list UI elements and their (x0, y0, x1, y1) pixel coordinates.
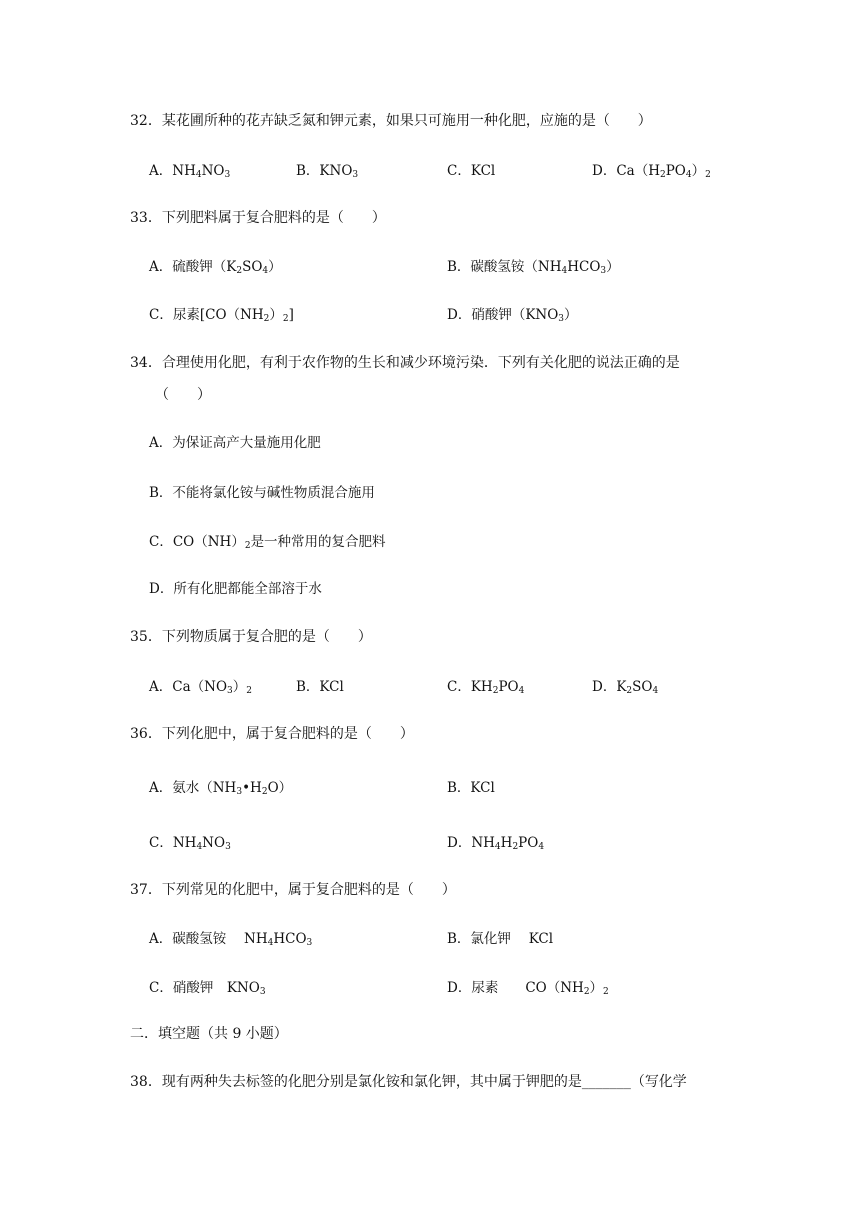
option-text: 碳酸氢铵（NH (470, 259, 562, 275)
question-35-option-c (447, 677, 524, 697)
option-text: PO (518, 835, 539, 851)
option-text: KCl (470, 163, 496, 179)
option-text: 所有化肥都能全部溶于水 (173, 581, 322, 597)
subscript: 4 (652, 686, 659, 696)
question-35-option-b (296, 677, 344, 697)
option-letter: C． (149, 534, 173, 550)
question-36-option-c (149, 833, 231, 853)
subscript: 2 (282, 314, 289, 324)
question-37-option-a (149, 929, 312, 949)
subscript: 4 (685, 170, 692, 180)
option-text: ] (288, 307, 294, 323)
question-33-option-c (149, 305, 294, 325)
option-letter: D． (592, 163, 617, 179)
question-36-stem: 36．下列化肥中，属于复合肥料的是（ ） (130, 726, 414, 742)
option-letter: A． (149, 780, 173, 796)
question-36-option-a (149, 778, 292, 798)
option-text: NH (471, 835, 495, 851)
subscript: 3 (600, 266, 607, 276)
question-34-stem-cont: （ ） (155, 387, 211, 403)
question-33-option-b (447, 257, 620, 277)
subscript: 4 (494, 842, 501, 852)
subscript: 4 (561, 266, 568, 276)
option-letter: A． (149, 259, 173, 275)
question-32-stem: 32．某花圃所种的花卉缺乏氮和钾元素，如果只可施用一种化肥，应施的是（ ） (130, 113, 652, 129)
option-text: 为保证高产大量施用化肥 (172, 435, 321, 451)
option-text: SO (242, 259, 263, 275)
option-letter: A． (149, 679, 173, 695)
question-36-option-b (447, 778, 495, 798)
option-text: 硝酸钾（KNO (471, 307, 559, 323)
subscript: 3 (306, 938, 313, 948)
option-letter: A． (149, 163, 173, 179)
question-36-option-d (447, 833, 544, 853)
subscript: 2 (492, 686, 499, 696)
option-letter: D． (592, 679, 617, 695)
question-34-stem: 34．合理使用化肥，有利于农作物的生长和减少环境污染．下列有关化肥的说法正确的是 (130, 355, 680, 371)
option-text: KH (470, 679, 493, 695)
option-letter: B． (447, 780, 471, 796)
option-letter: B． (296, 679, 320, 695)
option-letter: C． (149, 980, 173, 996)
question-35-option-d (592, 677, 658, 697)
option-text: H (500, 835, 513, 851)
option-text: ） (691, 163, 706, 179)
option-text: 碳酸氢铵 NH (172, 931, 268, 947)
option-text: HCO (273, 931, 307, 947)
question-34-option-c (149, 532, 386, 552)
option-letter: D． (149, 581, 174, 597)
question-35-option-a (149, 677, 252, 697)
section-heading: 二．填空题（共 9 小题） (130, 1026, 288, 1042)
subscript: 4 (262, 266, 269, 276)
option-text: ） (564, 307, 578, 323)
option-text: 氯化钾 KCl (470, 931, 554, 947)
option-text: ） (606, 259, 620, 275)
subscript: 3 (352, 170, 359, 180)
subscript: 2 (263, 314, 270, 324)
subscript: 2 (659, 170, 666, 180)
option-letter: B． (296, 163, 320, 179)
subscript: 2 (261, 787, 268, 797)
option-text: KNO (319, 163, 353, 179)
option-text: KCl (319, 679, 344, 695)
subscript: 2 (583, 987, 590, 997)
option-text: 硫酸钾（K (172, 259, 237, 275)
question-37-stem: 37．下列常见的化肥中，属于复合肥料的是（ ） (130, 882, 456, 898)
subscript: 3 (558, 314, 565, 324)
subscript: 2 (705, 170, 711, 180)
question-32-option-b (296, 161, 358, 181)
option-letter: A． (149, 435, 173, 451)
option-letter: D． (447, 307, 472, 323)
subscript: 4 (196, 842, 203, 852)
option-letter: D． (447, 835, 472, 851)
option-text: 尿素[CO（NH (172, 307, 264, 323)
option-letter: D． (447, 980, 472, 996)
option-letter: B． (149, 485, 173, 501)
option-text: ） (589, 980, 604, 996)
option-letter: C． (149, 835, 173, 851)
option-text: 尿素 CO（NH (471, 980, 584, 996)
option-text: Ca（H (616, 163, 660, 179)
subscript: 3 (225, 842, 231, 852)
option-text: PO (665, 163, 686, 179)
option-text: PO (498, 679, 519, 695)
option-letter: B． (447, 259, 471, 275)
question-34-option-b (149, 483, 375, 503)
option-text: 不能将氯化铵与碱性物质混合施用 (172, 485, 375, 501)
subscript: 2 (626, 686, 633, 696)
option-text: NH (172, 163, 196, 179)
option-letter: A． (149, 931, 173, 947)
subscript: 2 (603, 987, 609, 997)
subscript: 4 (518, 686, 525, 696)
subscript: 3 (259, 987, 266, 997)
option-letter: C． (447, 163, 471, 179)
option-text: K (616, 679, 627, 695)
question-34-option-d (149, 579, 322, 599)
subscript: 2 (246, 686, 252, 696)
question-37-option-b (447, 929, 553, 949)
option-text: Ca（NO (172, 679, 228, 695)
subscript: 2 (236, 266, 243, 276)
option-text: HCO (567, 259, 601, 275)
subscript: 3 (227, 686, 233, 696)
question-37-option-d (447, 978, 609, 998)
question-35-stem: 35．下列物质属于复合肥的是（ ） (130, 629, 372, 645)
option-text: •H (242, 780, 262, 796)
subscript: 2 (244, 541, 251, 551)
option-text: KCl (470, 780, 495, 796)
option-letter: C． (447, 679, 471, 695)
option-text: SO (632, 679, 653, 695)
subscript: 4 (195, 170, 202, 180)
subscript: 4 (267, 938, 274, 948)
question-32-option-c (447, 161, 495, 181)
option-text: NH (172, 835, 197, 851)
option-text: NO (201, 163, 225, 179)
option-text: O） (267, 780, 293, 796)
subscript: 3 (236, 787, 243, 797)
option-text: NO (202, 835, 226, 851)
option-text: ） (268, 259, 282, 275)
subscript: 4 (538, 842, 545, 852)
question-32-option-d (592, 161, 711, 181)
question-34-option-a (149, 433, 321, 453)
option-text: 硝酸钾 KNO (172, 980, 260, 996)
question-38-stem: 38．现有两种失去标签的化肥分别是氯化铵和氯化钾，其中属于钾肥的是_______（写化学 (130, 1074, 687, 1090)
question-32-option-a (149, 161, 230, 181)
option-text: ） (269, 307, 283, 323)
question-33-option-d (447, 305, 578, 325)
question-33-option-a (149, 257, 282, 277)
option-text: CO（NH） (172, 534, 245, 550)
option-text: ） (232, 679, 247, 695)
subscript: 3 (224, 170, 231, 180)
option-text: 氨水（NH (172, 780, 237, 796)
option-letter: B． (447, 931, 471, 947)
question-37-option-c (149, 978, 266, 998)
subscript: 2 (512, 842, 519, 852)
option-text: 是一种常用的复合肥料 (250, 534, 386, 550)
question-33-stem: 33．下列肥料属于复合肥料的是（ ） (130, 210, 386, 226)
option-letter: C． (149, 307, 173, 323)
